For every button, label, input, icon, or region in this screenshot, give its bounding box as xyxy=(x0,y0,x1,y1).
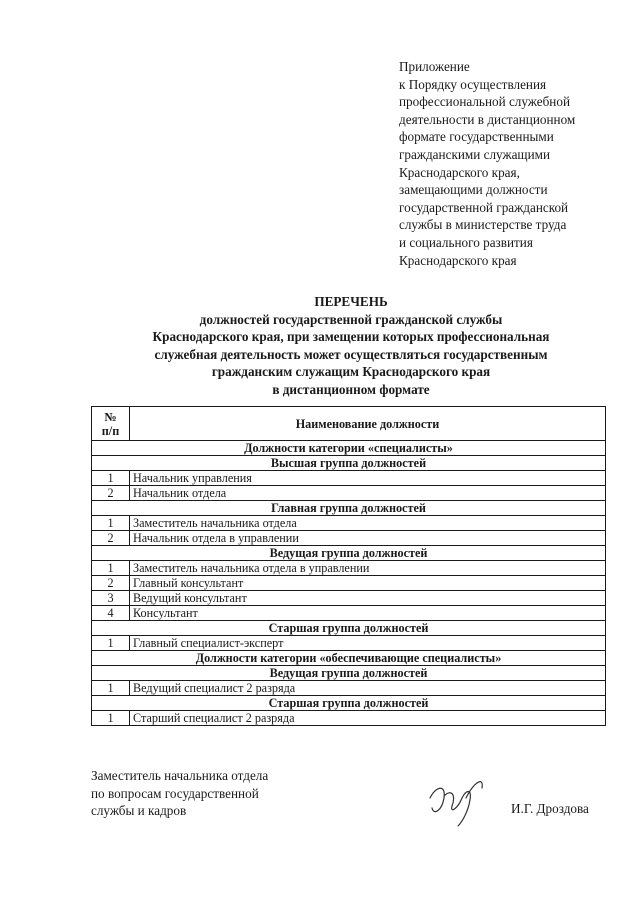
position-name: Главный консультант xyxy=(130,576,606,591)
group-heading: Старшая группа должностей xyxy=(92,696,606,711)
appendix-line: к Порядку осуществления xyxy=(399,76,547,92)
title-line: служебная деятельность может осуществляться государственным xyxy=(154,346,548,362)
appendix-header xyxy=(399,58,631,269)
group-heading: Старшая группа должностей xyxy=(92,621,606,636)
table-group-row xyxy=(92,651,606,666)
table-row xyxy=(92,636,606,651)
table-row xyxy=(92,471,606,486)
table-row xyxy=(92,681,606,696)
row-number: 1 xyxy=(92,636,130,651)
row-number: 2 xyxy=(92,531,130,546)
row-number: 1 xyxy=(92,711,130,726)
row-number: 2 xyxy=(92,576,130,591)
table-row xyxy=(92,711,606,726)
position-name: Заместитель начальника отдела xyxy=(130,516,606,531)
table-group-row xyxy=(92,441,606,456)
table-group-row xyxy=(92,621,606,636)
table-header-row xyxy=(92,407,606,441)
row-number: 3 xyxy=(92,591,130,606)
handwritten-signature xyxy=(422,768,492,830)
header-number xyxy=(92,407,130,441)
signatory-name: И.Г. Дроздова xyxy=(511,801,589,816)
row-number: 2 xyxy=(92,486,130,501)
appendix-line: гражданскими служащими xyxy=(399,146,551,162)
group-heading: Должности категории «специалисты» xyxy=(92,441,606,456)
position-name: Ведущий консультант xyxy=(130,591,606,606)
row-number: 1 xyxy=(92,516,130,531)
row-number: 1 xyxy=(92,471,130,486)
table-group-row xyxy=(92,546,606,561)
table-row xyxy=(92,531,606,546)
position-name: Консультант xyxy=(130,606,606,621)
title-line: должностей государственной гражданской службы xyxy=(199,311,503,327)
appendix-line: государственной гражданской xyxy=(399,199,569,215)
table-row xyxy=(92,486,606,501)
appendix-line: Приложение xyxy=(399,59,470,74)
appendix-line: замещающими должности xyxy=(399,182,548,198)
header-position-name: Наименование должности xyxy=(130,407,606,441)
appendix-line: и социального развития xyxy=(399,234,533,250)
signatory-title-line: службы и кадров xyxy=(91,803,187,819)
row-number: 4 xyxy=(92,606,130,621)
table-group-row xyxy=(92,456,606,471)
position-name: Начальник управления xyxy=(130,471,606,486)
row-number: 1 xyxy=(92,681,130,696)
position-name: Ведущий специалист 2 разряда xyxy=(130,681,606,696)
signatory-title-line: Заместитель начальника отдела xyxy=(91,768,269,783)
table-group-row xyxy=(92,696,606,711)
appendix-line: деятельности в дистанционном xyxy=(399,111,576,127)
table-row xyxy=(92,576,606,591)
appendix-line: Краснодарского края, xyxy=(399,164,520,180)
group-heading: Ведущая группа должностей xyxy=(92,546,606,561)
title-line: в дистанционном формате xyxy=(272,381,430,397)
table-row xyxy=(92,591,606,606)
position-name: Заместитель начальника отдела в управлении xyxy=(130,561,606,576)
group-heading: Высшая группа должностей xyxy=(92,456,606,471)
position-name: Старший специалист 2 разряда xyxy=(130,711,606,726)
position-name: Главный специалист-эксперт xyxy=(130,636,606,651)
table-group-row xyxy=(92,666,606,681)
header-number-sign: № xyxy=(104,409,117,424)
positions-table xyxy=(91,406,606,726)
table-row xyxy=(92,561,606,576)
group-heading: Ведущая группа должностей xyxy=(92,666,606,681)
row-number: 1 xyxy=(92,561,130,576)
appendix-line: Краснодарского края xyxy=(399,252,517,268)
signatory-title-line: по вопросам государственной xyxy=(91,785,259,801)
table-row xyxy=(92,516,606,531)
title-line: ПЕРЕЧЕНЬ xyxy=(314,294,388,309)
header-number-label: п/п xyxy=(101,423,120,438)
appendix-line: формате государственными xyxy=(399,129,554,145)
title-line: Краснодарского края, при замещении которых профессиональная xyxy=(152,329,550,345)
table-group-row xyxy=(92,501,606,516)
title-line: гражданским служащим Краснодарского края xyxy=(211,364,491,380)
appendix-line: профессиональной служебной xyxy=(399,94,571,110)
group-heading: Главная группа должностей xyxy=(92,501,606,516)
table-row xyxy=(92,606,606,621)
position-name: Начальник отдела в управлении xyxy=(130,531,606,546)
signatory-title xyxy=(91,767,321,820)
position-name: Начальник отдела xyxy=(130,486,606,501)
table-body xyxy=(92,441,606,726)
appendix-line: службы в министерстве труда xyxy=(399,217,567,233)
group-heading: Должности категории «обеспечивающие специалисты» xyxy=(92,651,606,666)
document-title xyxy=(60,293,639,399)
